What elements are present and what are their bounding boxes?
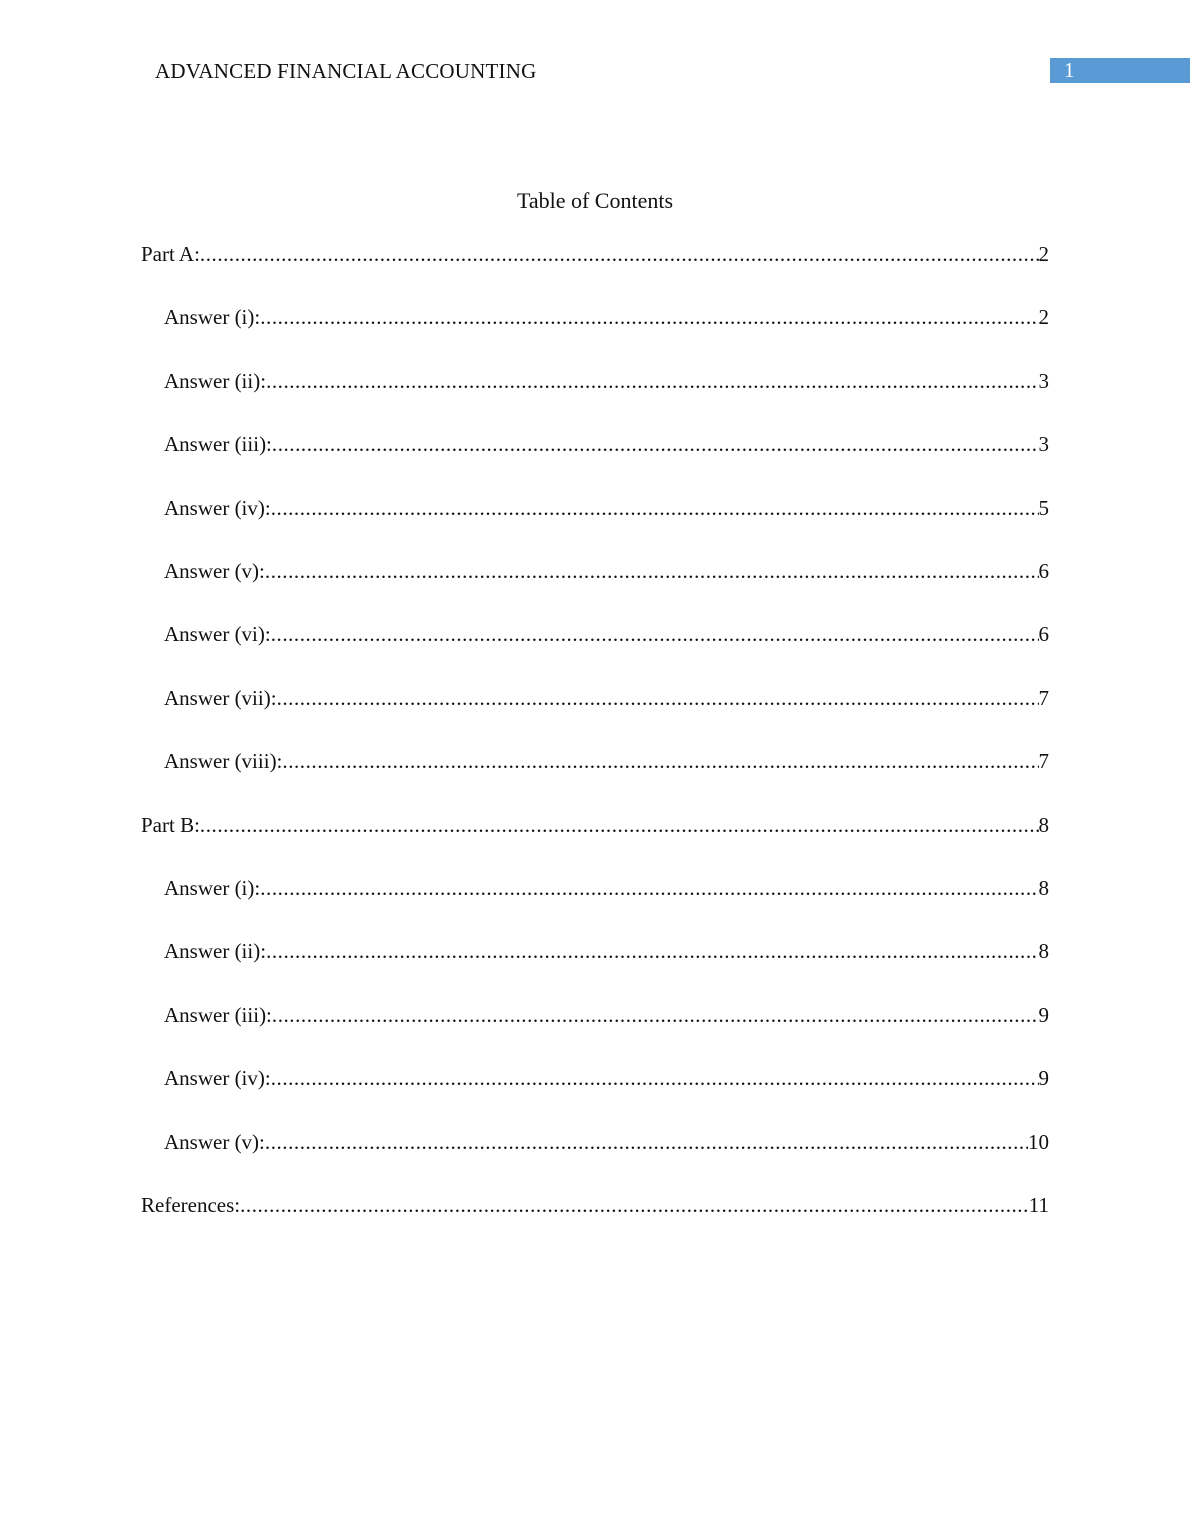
toc-entry-page-number: 10 (1028, 1129, 1049, 1154)
toc-entry-page-number: 8 (1038, 876, 1049, 900)
toc-entry-label: Part B: (141, 812, 200, 837)
toc-entry-page-number: 3 (1038, 368, 1049, 393)
toc-entry-page-number: 7 (1038, 749, 1049, 774)
toc-entry-label: Answer (ii): (164, 939, 267, 964)
toc-entry[interactable] (164, 430, 1049, 458)
toc-entry-label: References: (141, 1193, 241, 1217)
toc-entry-label: Answer (iv): (164, 1066, 271, 1091)
toc-entry-label: Answer (i): (164, 305, 261, 330)
toc-entry[interactable] (164, 874, 1049, 902)
toc-entry[interactable] (141, 240, 1049, 268)
toc-entry[interactable] (164, 620, 1049, 648)
toc-entry-page-number: 9 (1038, 1066, 1049, 1091)
toc-dot-leader (200, 240, 1039, 268)
toc-entry-page-number: 2 (1038, 242, 1049, 266)
toc-dot-leader (240, 1191, 1029, 1219)
toc-entry[interactable] (164, 937, 1049, 965)
toc-dot-leader (271, 620, 1039, 648)
toc-dot-leader (271, 494, 1039, 522)
toc-entry[interactable] (164, 684, 1049, 712)
toc-entry-label: Answer (iv): (164, 495, 271, 520)
toc-entry-page-number: 6 (1038, 622, 1049, 647)
toc-entry-page-number: 3 (1038, 432, 1049, 457)
toc-entry[interactable] (141, 811, 1049, 839)
toc-dot-leader (282, 747, 1038, 775)
toc-dot-leader (265, 1128, 1028, 1156)
toc-dot-leader (200, 811, 1039, 839)
toc-entry-label: Answer (v): (164, 1129, 265, 1154)
toc-entry-label: Answer (iii): (164, 432, 272, 457)
toc-entry-label: Answer (viii): (164, 749, 283, 774)
toc-dot-leader (271, 1064, 1039, 1092)
toc-dot-leader (272, 1001, 1039, 1029)
toc-entry-page-number: 5 (1038, 495, 1049, 520)
toc-entry-label: Part A: (141, 242, 200, 266)
toc-dot-leader (260, 303, 1038, 331)
toc-entry-page-number: 6 (1038, 559, 1049, 583)
toc-entry-page-number: 8 (1038, 939, 1049, 964)
toc-entry-label: Answer (vii): (164, 685, 277, 710)
toc-dot-leader (260, 874, 1038, 902)
toc-entry-page-number: 11 (1028, 1193, 1049, 1217)
toc-entry[interactable] (164, 303, 1049, 331)
toc-entry-label: Answer (vi): (164, 622, 271, 647)
toc-entry-label: Answer (iii): (164, 1002, 272, 1027)
toc-entry[interactable] (141, 1191, 1049, 1219)
toc-dot-leader (266, 937, 1038, 965)
toc-entry-page-number: 8 (1038, 812, 1049, 837)
toc-entry-page-number: 2 (1038, 305, 1049, 330)
toc-dot-leader (277, 684, 1039, 712)
toc-title: Table of Contents (516, 188, 674, 213)
page-number: 1 (1064, 58, 1075, 82)
toc-entry[interactable] (164, 1001, 1049, 1029)
toc-entry[interactable] (164, 747, 1049, 775)
toc-entry[interactable] (164, 494, 1049, 522)
toc-entry[interactable] (164, 1064, 1049, 1092)
running-header-title: ADVANCED FINANCIAL ACCOUNTING (155, 59, 537, 83)
toc-entry-page-number: 9 (1038, 1002, 1049, 1027)
toc-entry[interactable] (164, 1128, 1049, 1156)
toc-entry[interactable] (164, 557, 1049, 585)
toc-dot-leader (266, 367, 1038, 395)
toc-dot-leader (265, 557, 1039, 585)
toc-dot-leader (272, 430, 1039, 458)
toc-entry[interactable] (164, 367, 1049, 395)
toc-entry-label: Answer (i): (164, 876, 261, 900)
toc-entry-label: Answer (ii): (164, 368, 267, 393)
toc-entry-page-number: 7 (1038, 685, 1049, 710)
toc-entry-label: Answer (v): (164, 559, 265, 583)
